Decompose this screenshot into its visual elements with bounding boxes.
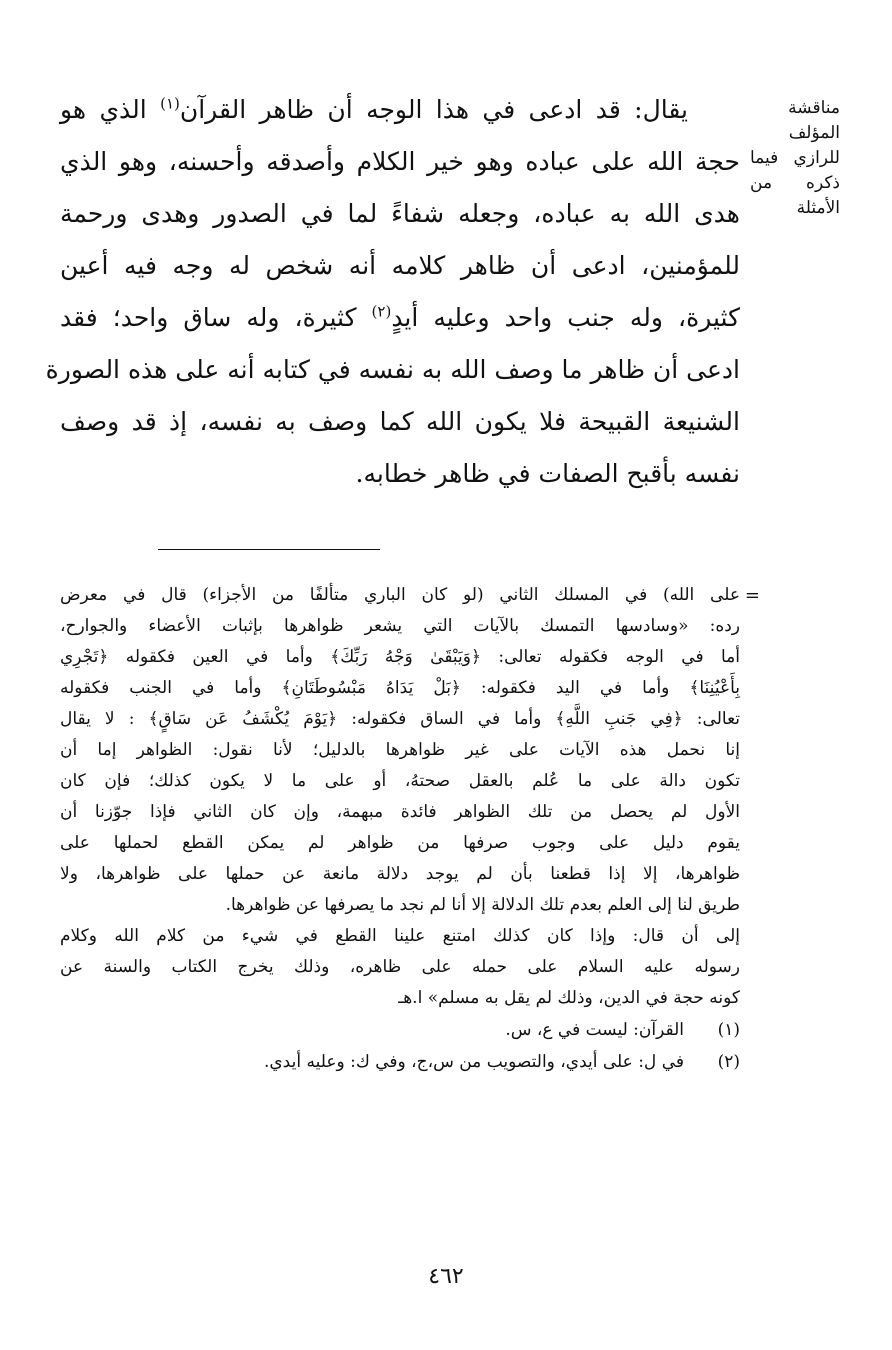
footnote-line: يقوم دليل على وجوب صرفها من ظواهر لم يمكن القطع لحملها على: [60, 833, 740, 853]
footnote-line: ظواهرها، إلا إذا قطعنا بأن لم يوجد دلالة مانعة عن حملها على ظواهرها، ولا: [60, 864, 740, 884]
footnote-line: إنا نحمل هذه الآيات على غير ظواهرها بالدليل؛ لأنا نقول: الظواهر إما أن: [60, 740, 740, 760]
footnote-ref: (٢): [371, 302, 392, 321]
footnote-ref: (١): [160, 94, 180, 113]
main-text: [45, 84, 740, 500]
footnote-line: تكون دالة على ما عُلم بالعقل صحتهُ، أو على ما لا يكون كذلك؛ فإن كان: [60, 771, 740, 791]
footnote-text: القرآن: ليست في ع، س.: [505, 1020, 684, 1040]
footnote-text: في ل: على أيدي، والتصويب من س،ج، وفي ك: وعليه أيدي.: [263, 1052, 684, 1072]
footnote-continuation-mark: =: [744, 585, 760, 606]
main-text-line: نفسه بأقبح الصفات في ظاهر خطابه.: [355, 459, 740, 488]
main-text-line: يقال: قد ادعى في هذا الوجه أن ظاهر القرآن$^{(١)}$ الذي هو: [60, 94, 688, 124]
footnote-line: طريق لنا إلى العلم بعدم تلك الدلالة إلا أنا لم نجد ما يصرفها عن ظواهرها.: [225, 895, 740, 915]
margin-note-line: مناقشة: [788, 98, 840, 118]
margin-note-line: الأمثلة: [796, 198, 840, 218]
footnotes: [60, 580, 740, 1078]
margin-note-line: ذكره من: [750, 173, 840, 193]
page-number: ٤٦٢: [428, 1264, 464, 1289]
footnote-item: [60, 1047, 740, 1078]
footnote-line: الأول لم يحصل من تلك الظواهر فائدة مبهمة، وإن كان الثاني فإذا جوّزنا أن: [60, 802, 740, 822]
footnote-line: كونه حجة في الدين، وذلك لم يقل به مسلم» ا.هـ: [398, 988, 740, 1008]
footnote-line: تعالى: ﴿فِي جَنبِ اللَّهِ﴾ وأما في الساق فكقوله: ﴿يَوْمَ يُكْشَفُ عَن سَاقٍ﴾ : لا يقال: [60, 709, 740, 729]
footnote-number: (١): [717, 1020, 740, 1040]
main-text-line: الشنيعة القبيحة فلا يكون الله كما وصف به نفسه، إذ قد وصف: [60, 407, 740, 436]
margin-note-line: المؤلف: [788, 123, 840, 143]
margin-note-line: للرازي فيما: [750, 148, 840, 168]
main-text-line: حجة الله على عباده وهو خير الكلام وأصدقه وأحسنه، وهو الذي: [60, 147, 740, 176]
margin-note: [750, 96, 840, 221]
footnote-line: رده: «وسادسها التمسك بالآيات التي يشعر ظواهرها بإثبات الأعضاء والجوارح،: [60, 616, 740, 636]
footnote-line: رسوله عليه السلام على حمله على ظاهره، وذلك يخرج الكتاب والسنة عن: [60, 957, 740, 977]
footnote-number: (٢): [717, 1052, 740, 1072]
main-text-line: ادعى أن ظاهر ما وصف الله به نفسه في كتابه أنه على هذه الصورة: [45, 355, 740, 384]
main-text-line: كثيرة، وله جنب واحد وعليه أيدٍ$^{(٢)}$ كثيرة، وله ساق واحد؛ فقد: [60, 302, 740, 332]
main-text-line: للمؤمنين، ادعى أن ظاهر كلامه أنه شخص له وجه فيه أعين: [60, 251, 740, 280]
footnote-separator: [158, 549, 380, 550]
footnote-item: [60, 1015, 740, 1046]
footnote-line: بِأَعْيُنِنَا﴾ وأما في اليد فكقوله: ﴿بَلْ يَدَاهُ مَبْسُوطَتَانِ﴾ وأما في الجنب فكقوله: [60, 678, 740, 698]
footnote-line: إلى أن قال: وإذا كان كذلك امتنع علينا القطع في شيء من كلام الله وكلام: [60, 926, 740, 946]
footnote-line: على الله) في المسلك الثاني (لو كان الباري متألفًا من الأجزاء) قال في معرض: [60, 585, 740, 605]
footnote-line: أما في الوجه فكقوله تعالى: ﴿وَيَبْقَىٰ وَجْهُ رَبِّكَ﴾ وأما في العين فكقوله ﴿تَجْرِي: [60, 647, 740, 667]
main-text-line: هدى الله به عباده، وجعله شفاءً لما في الصدور وهدى ورحمة: [60, 199, 740, 228]
